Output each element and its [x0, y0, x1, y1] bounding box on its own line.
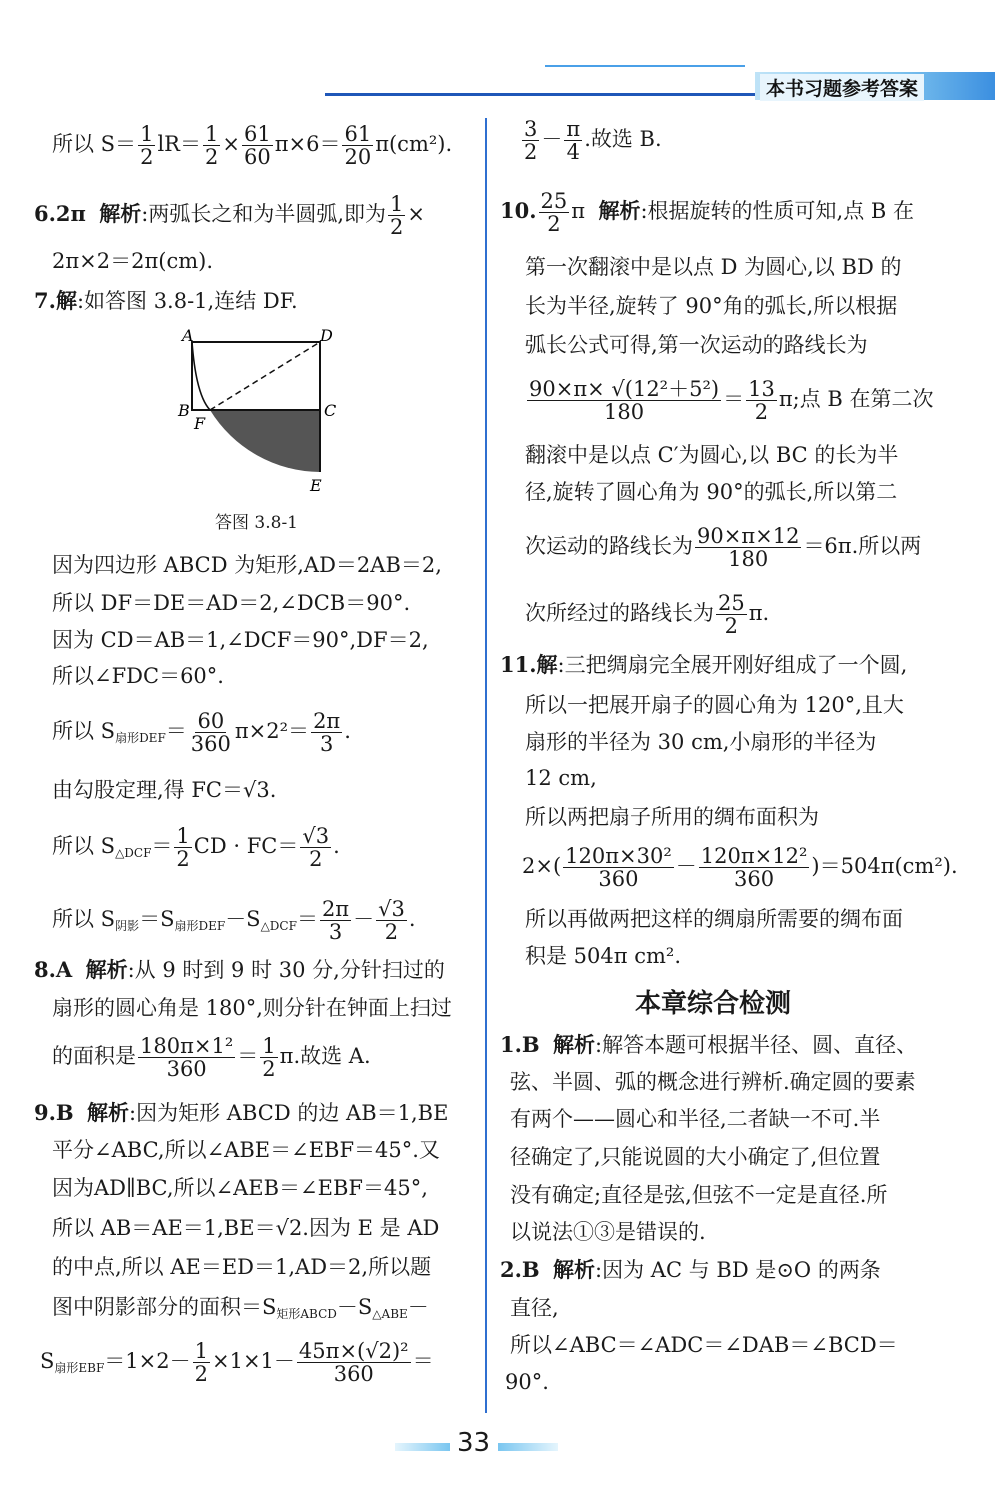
proof-line-8: 所以 $S_{阴影}=S_{扇形DEF}-S_{\triangle DCF}=$ $\frac{2\pi}{3}$ － $\frac{√3}{2}$ . [52, 897, 416, 944]
review-question-1-line3: 有两个——圆心和半径,二者缺一不可.半 [510, 1107, 881, 1131]
question-10-line5: $\frac{\text{90×π× √(12²＋5²)}}{180}$ ＝ $\frac{13}{2}$ π;点 B 在第二次 [529, 377, 934, 424]
header-decor-line [325, 93, 765, 96]
proof-line-7: 所以 $S_{\triangle DCF}=$ $\frac{1}{2}$ CD · FC＝ $\frac{√3}{2}$ . [52, 824, 340, 871]
header-title: 本书习题参考答案 [760, 74, 924, 101]
label-f: F [194, 414, 206, 433]
review-question-2-line2: 直径, [510, 1296, 559, 1320]
question-11-line4: 12 cm, [525, 766, 597, 790]
proof-line-3: 因为 CD＝AB＝1,∠DCF＝90°,DF＝2, [52, 628, 429, 652]
question-8-line2: 扇形的圆心角是 180°,则分针在钟面上扫过 [52, 996, 452, 1020]
figure-3-8-1 [170, 325, 350, 495]
line-sector-area: 所以 S＝ $\frac{1}{2}$ lR＝ $\frac{1}{2}$ × $\frac{61}{60}$ π×6＝ $\frac{61}{20}$ π(cm²). [52, 122, 453, 169]
figure-caption: 答图 3.8-1 [215, 513, 298, 533]
review-question-2: 2.B 解析:因为 AC 与 BD 是⊙O 的两条 [500, 1257, 881, 1282]
footer-decor-left [395, 1443, 450, 1451]
question-11: 11.解:三把绸扇完全展开刚好组成了一个圆, [500, 652, 908, 677]
question-8: 8.A 解析:从 9 时到 9 时 30 分,分针扫过的 [34, 957, 445, 982]
question-10-line6: 翻滚中是以点 C′为圆心,以 BC 的长为半 [525, 443, 899, 467]
question-10-line3: 长为半径,旋转了 90°角的弧长,所以根据 [525, 294, 898, 318]
question-10-line7: 径,旋转了圆心角为 90°的弧长,所以第二 [525, 480, 898, 504]
label-c: C [324, 401, 337, 420]
label-e: E [310, 476, 322, 495]
proof-line-1: 因为四边形 ABCD 为矩形,AD＝2AB＝2, [52, 553, 442, 577]
question-11-line7: 所以再做两把这样的绸扇所需要的绸布面 [525, 907, 903, 931]
question-11-line2: 所以一把展开扇子的圆心角为 120°,且大 [525, 693, 904, 717]
proof-line-6: 由勾股定理,得 FC＝√3. [52, 778, 277, 802]
question-10-line4: 弧长公式可得,第一次运动的路线长为 [525, 333, 868, 357]
header-decor-line-top [545, 65, 745, 67]
review-question-1-line4: 径确定了,只能说圆的大小确定了,但位置 [510, 1145, 881, 1169]
question-9-line6: 图中阴影部分的面积$=S_{矩形ABCD}-S_{\triangle ABE}-$ [52, 1295, 429, 1321]
page-number: 33 [457, 1428, 491, 1458]
question-10-line8: 次运动的路线长为 $\frac{90\times\pi\times 12}{180}$ ＝6π.所以两 [525, 524, 922, 571]
review-question-1-line2: 弦、半圆、弧的概念进行辨析.确定圆的要素 [510, 1070, 916, 1094]
question-8-line3: 的面积是 $\frac{\text{180π×1²}}{360}$ ＝ $\frac{1}{2}$ π.故选 A. [52, 1034, 371, 1081]
question-9-line3: 因为AD∥BC,所以∠AEB＝∠EBF＝45°, [52, 1176, 428, 1200]
review-question-1-line6: 以说法①③是错误的. [510, 1220, 706, 1244]
review-question-2-line3: 所以∠ABC＝∠ADC＝∠DAB＝∠BCD＝ [510, 1333, 898, 1357]
label-a: A [182, 326, 194, 345]
dashed-line-df [210, 342, 320, 410]
shaded-region [210, 410, 320, 472]
question-9-line7: $S_{扇形EBF}=1\times 2-$ $\frac{1}{2}$ ×1×1－ $\frac{\text{45π×(√2)²}}{360}$ ＝ [40, 1339, 434, 1386]
footer-decor-right [498, 1443, 558, 1451]
review-question-1: 1.B 解析:解答本题可根据半径、圆、直径、 [500, 1032, 918, 1057]
proof-line-5: 所以 $S_{扇形DEF}=$ $\frac{60}{360}$ π×2²＝ $\frac{2\pi}{3}$ . [52, 709, 351, 756]
column-divider [485, 118, 487, 1413]
question-9-line2: 平分∠ABC,所以∠ABE＝∠EBF＝45°.又 [52, 1138, 440, 1162]
arc-af [192, 342, 210, 410]
question-11-line8: 积是 504π cm². [525, 944, 682, 968]
question-10-line9: 次所经过的路线长为 $\frac{25}{2}$ π. [525, 591, 770, 638]
question-7: 7.解:如答图 3.8-1,连结 DF. [34, 288, 298, 313]
question-6-line2: 2π×2＝2π(cm). [52, 249, 214, 273]
question-10-line2: 第一次翻滚中是以点 D 为圆心,以 BD 的 [525, 255, 902, 279]
line-9-conclusion: $\frac{3}{2}$ － $\frac{\pi}{4}$ .故选 B. [524, 117, 662, 164]
review-question-2-line4: 90°. [505, 1370, 549, 1394]
question-11-line6: 2×( $\frac{\text{120π×30²}}{360}$ － $\frac{\text{120π×12²}}{360}$ )＝504π(cm²). [522, 844, 958, 891]
section-title: 本章综合检测 [635, 989, 792, 1019]
question-11-line3: 扇形的半径为 30 cm,小扇形的半径为 [525, 730, 877, 754]
question-9: 9.B 解析:因为矩形 ABCD 的边 AB＝1,BE [34, 1100, 449, 1125]
proof-line-4: 所以∠FDC＝60°. [52, 664, 224, 688]
rectangle-abcd [192, 342, 320, 410]
question-9-line5: 的中点,所以 AE＝ED＝1,AD＝2,所以题 [52, 1255, 432, 1279]
question-6: 6.2π 解析:两弧长之和为半圆弧,即为 $\frac{1}{2}$ × [34, 192, 425, 239]
label-d: D [320, 326, 333, 345]
proof-line-2: 所以 DF＝DE＝AD＝2,∠DCB＝90°. [52, 591, 411, 615]
review-question-1-line5: 没有确定;直径是弦,但弦不一定是直径.所 [510, 1183, 888, 1207]
question-11-line5: 所以两把扇子所用的绸布面积为 [525, 805, 819, 829]
question-9-line4: 所以 AB＝AE＝1,BE＝√2.因为 E 是 AD [52, 1216, 440, 1240]
label-b: B [178, 401, 190, 420]
question-10: 10. $\frac{25}{2}$ π 解析:根据旋转的性质可知,点 B 在 [500, 189, 914, 236]
